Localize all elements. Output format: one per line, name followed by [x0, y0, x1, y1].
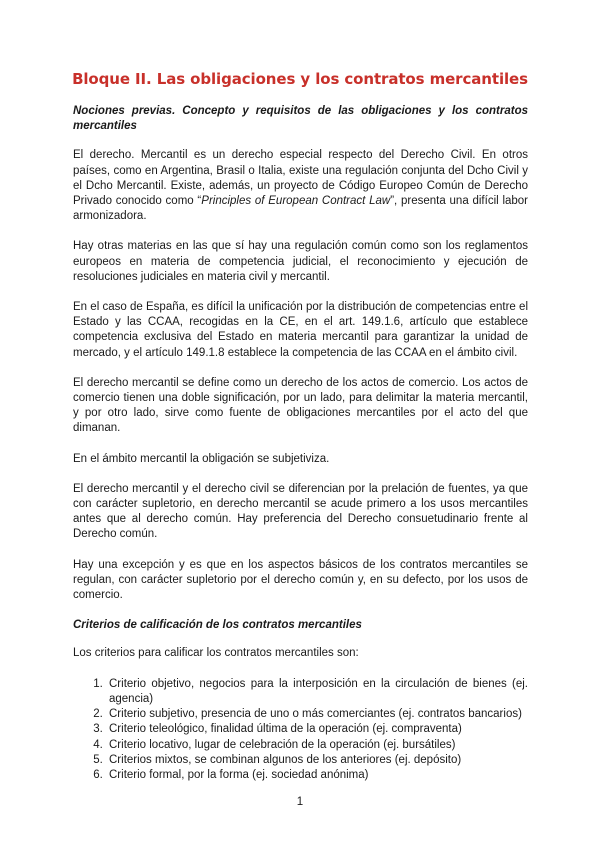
- list-item: 4. Criterio locativo, lugar de celebración de la operación (ej. bursátiles): [106, 738, 528, 753]
- paragraph-materias-comunes: Hay otras materias en las que sí hay una regulación común como son los reglamentos europeos en materia de competencia judicial, el reconocimiento y ejecución de resoluciones judiciales en materia civil y mercantil.: [73, 240, 528, 283]
- italic-title-pecl: Principles of European Contract Law: [201, 195, 391, 208]
- page-number: 1: [296, 796, 304, 808]
- paragraph-text: El derecho. Mercantil es un derecho especial respecto del Derecho Civil. En otros países, como en Argentina, Brasil o Italia, existe una regulación conjunta del Dcho Civil y el Dcho Mercantil. Existe, además, un proyecto de Código Europeo Común de Derecho Privado conocido como “: [73, 149, 528, 208]
- list-item: 5. Criterios mixtos, se combinan algunos de los anteriores (ej. depósito): [106, 753, 528, 768]
- list-item: 2. Criterio subjetivo, presencia de uno o más comerciantes (ej. contratos bancarios): [106, 707, 528, 722]
- paragraph-prelacion-fuentes: El derecho mercantil y el derecho civil se diferencian por la prelación de fuentes, ya que con carácter supletorio, en derecho mercantil se acude primero a los usos mercantiles antes que al derecho común. Hay preferencia del Derecho consuetudinario frente al Derecho común.: [73, 482, 528, 541]
- paragraph-subjetiviza: En el ámbito mercantil la obligación se subjetiviza.: [73, 452, 330, 465]
- paragraph-derecho-mercantil: [73, 148, 528, 224]
- section-heading-criterios: Criterios de calificación de los contratos mercantiles: [73, 619, 362, 632]
- paragraph-criterios-intro: Los criterios para calificar los contratos mercantiles son:: [73, 647, 359, 660]
- paragraph-espana: En el caso de España, es difícil la unificación por la distribución de competencias entre el Estado y las CCAA, recogidas en la CE, en el art. 149.1.6, artículo que establece competencia exclusiva del Estado en materia mercantil para garantizar la unidad de mercado, y el artículo 149.1.8 establece la competencia de las CCAA en el ámbito civil.: [73, 301, 528, 359]
- criteria-list: [73, 677, 528, 783]
- paragraph-excepcion: Hay una excepción y es que en los aspectos básicos de los contratos mercantiles se regulan, con carácter supletorio por el derecho común y, en su defecto, por los usos de comercio.: [73, 558, 528, 602]
- list-item: 3. Criterio teleológico, finalidad última de la operación (ej. compraventa): [106, 722, 528, 737]
- list-item: 1. Criterio objetivo, negocios para la interposición en la circulación de bienes (ej. agencia): [106, 677, 528, 707]
- paragraph-actos-comercio: El derecho mercantil se define como un derecho de los actos de comercio. Los actos de comercio tienen una doble significación, por un lado, para delimitar la materia mercantil, y por otro lado, sirve como fuente de obligaciones mercantiles por el acto del que dimanan.: [73, 376, 528, 435]
- section-heading-nociones: Nociones previas. Concepto y requisitos de las obligaciones y los contratos mercantiles: [73, 105, 528, 133]
- document-body: [73, 104, 528, 783]
- document-title: Bloque II. Las obligaciones y los contratos mercantiles: [72, 70, 528, 88]
- list-item: 6. Criterio formal, por la forma (ej. sociedad anónima): [106, 768, 528, 783]
- paragraph-text: ”, presenta una difícil labor armonizadora.: [73, 195, 529, 223]
